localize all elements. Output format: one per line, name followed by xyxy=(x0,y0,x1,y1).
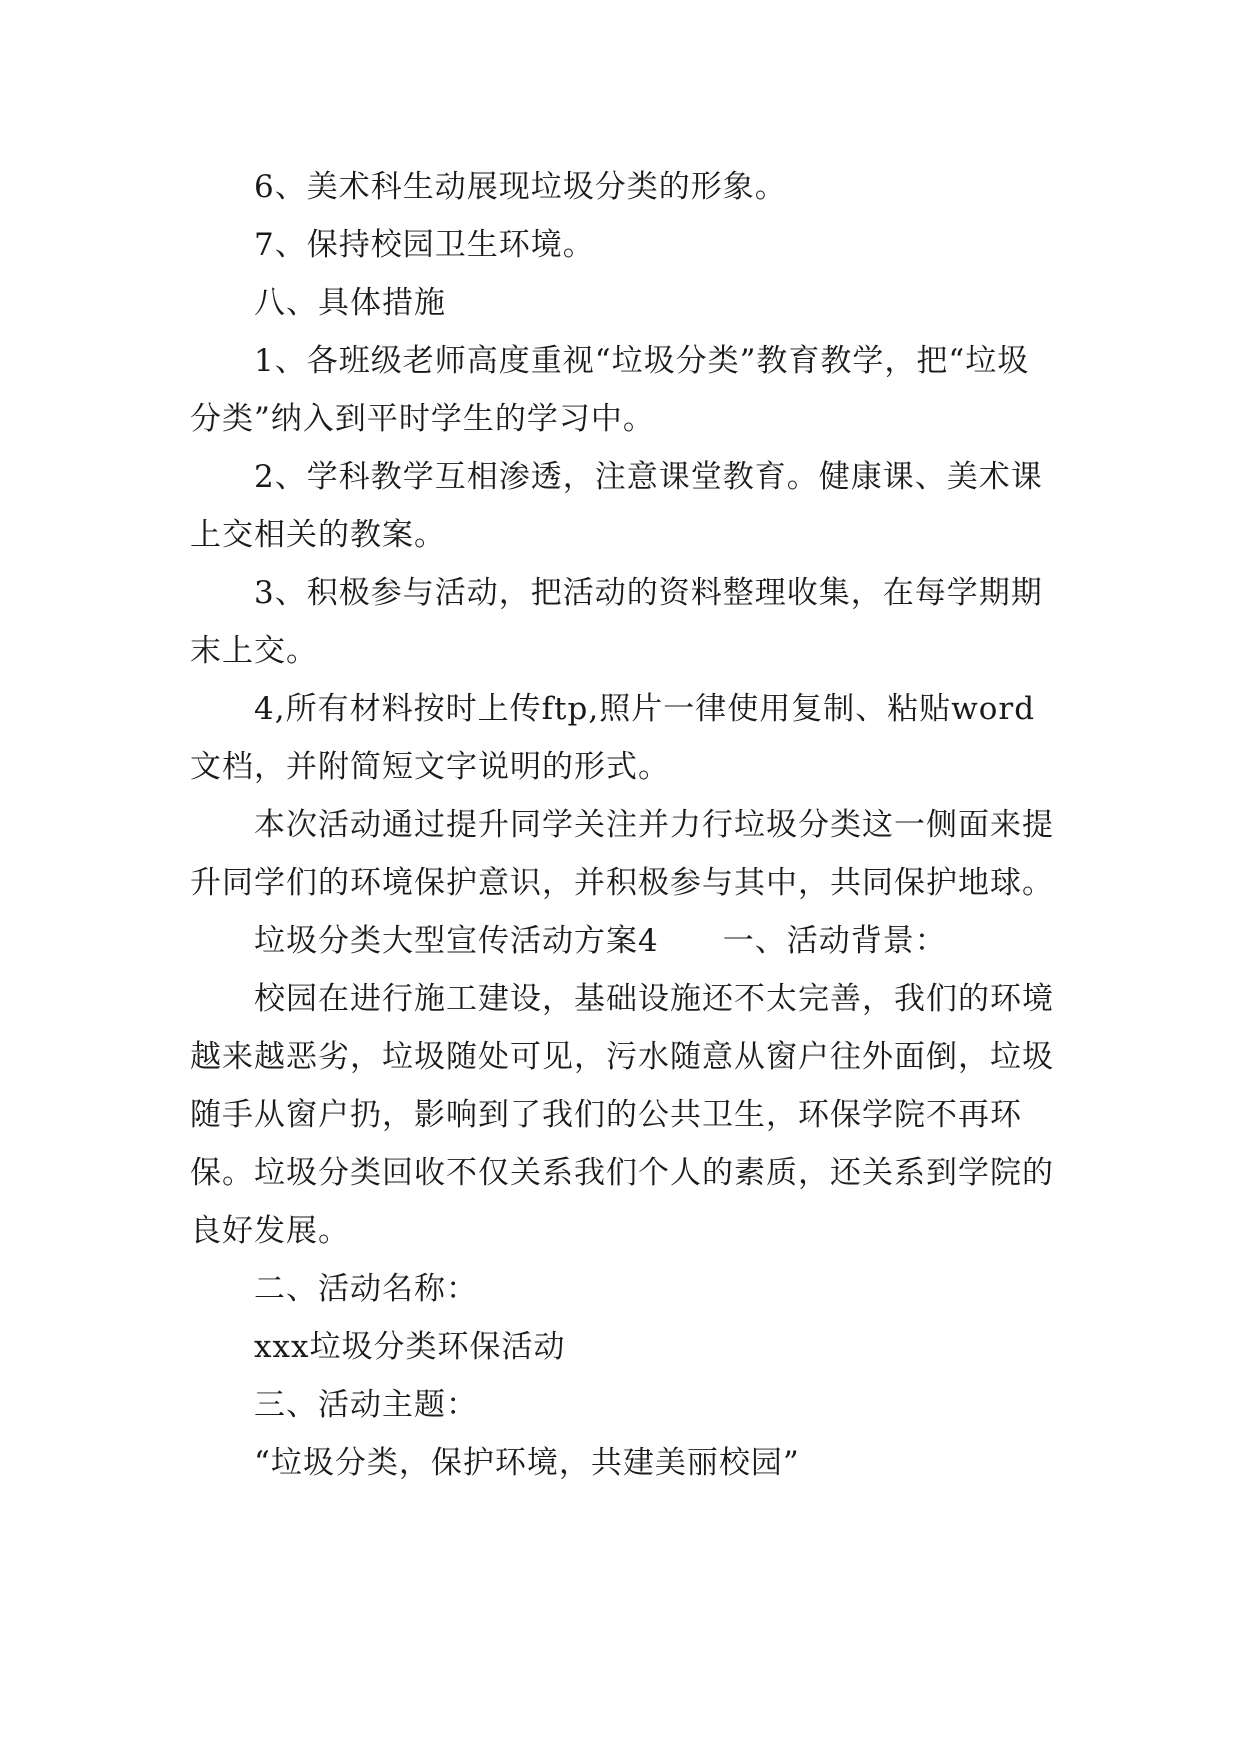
list-item-6: 6、美术科生动展现垃圾分类的形象。 xyxy=(254,169,787,205)
measure-item-1: 1、各班级老师高度重视“垃圾分类”教育教学，把“垃圾分类”纳入到平时学生的学习中。 xyxy=(190,343,1030,437)
list-item-7: 7、保持校园卫生环境。 xyxy=(254,227,595,263)
section-heading-name: 二、活动名称： xyxy=(254,1271,478,1307)
summary-paragraph: 本次活动通过提升同学关注并力行垃圾分类这一侧面来提升同学们的环境保护意识，并积极参与其中，共同保护地球。 xyxy=(190,807,1054,901)
measure-item-3: 3、积极参与活动，把活动的资料整理收集，在每学期期末上交。 xyxy=(190,575,1043,669)
section-heading-theme: 三、活动主题： xyxy=(254,1387,478,1423)
measure-item-4: 4,所有材料按时上传ftp,照片一律使用复制、粘贴word文档，并附简短文字说明的形式。 xyxy=(190,691,1036,785)
document-body xyxy=(190,158,1060,1492)
plan-4-heading: 垃圾分类大型宣传活动方案4 一、活动背景： xyxy=(254,923,947,959)
section-heading-measures: 八、具体措施 xyxy=(254,285,446,321)
activity-name: xxx垃圾分类环保活动 xyxy=(254,1329,566,1365)
measure-item-2: 2、学科教学互相渗透，注意课堂教育。健康课、美术课上交相关的教案。 xyxy=(190,459,1043,553)
background-paragraph: 校园在进行施工建设，基础设施还不太完善，我们的环境越来越恶劣，垃圾随处可见，污水随意从窗户往外面倒，垃圾随手从窗户扔，影响到了我们的公共卫生，环保学院不再环保。垃圾分类回收不仅关系我们个人的素质，还关系到学院的良好发展。 xyxy=(190,981,1054,1249)
activity-theme: “垃圾分类，保护环境，共建美丽校园” xyxy=(254,1445,800,1481)
